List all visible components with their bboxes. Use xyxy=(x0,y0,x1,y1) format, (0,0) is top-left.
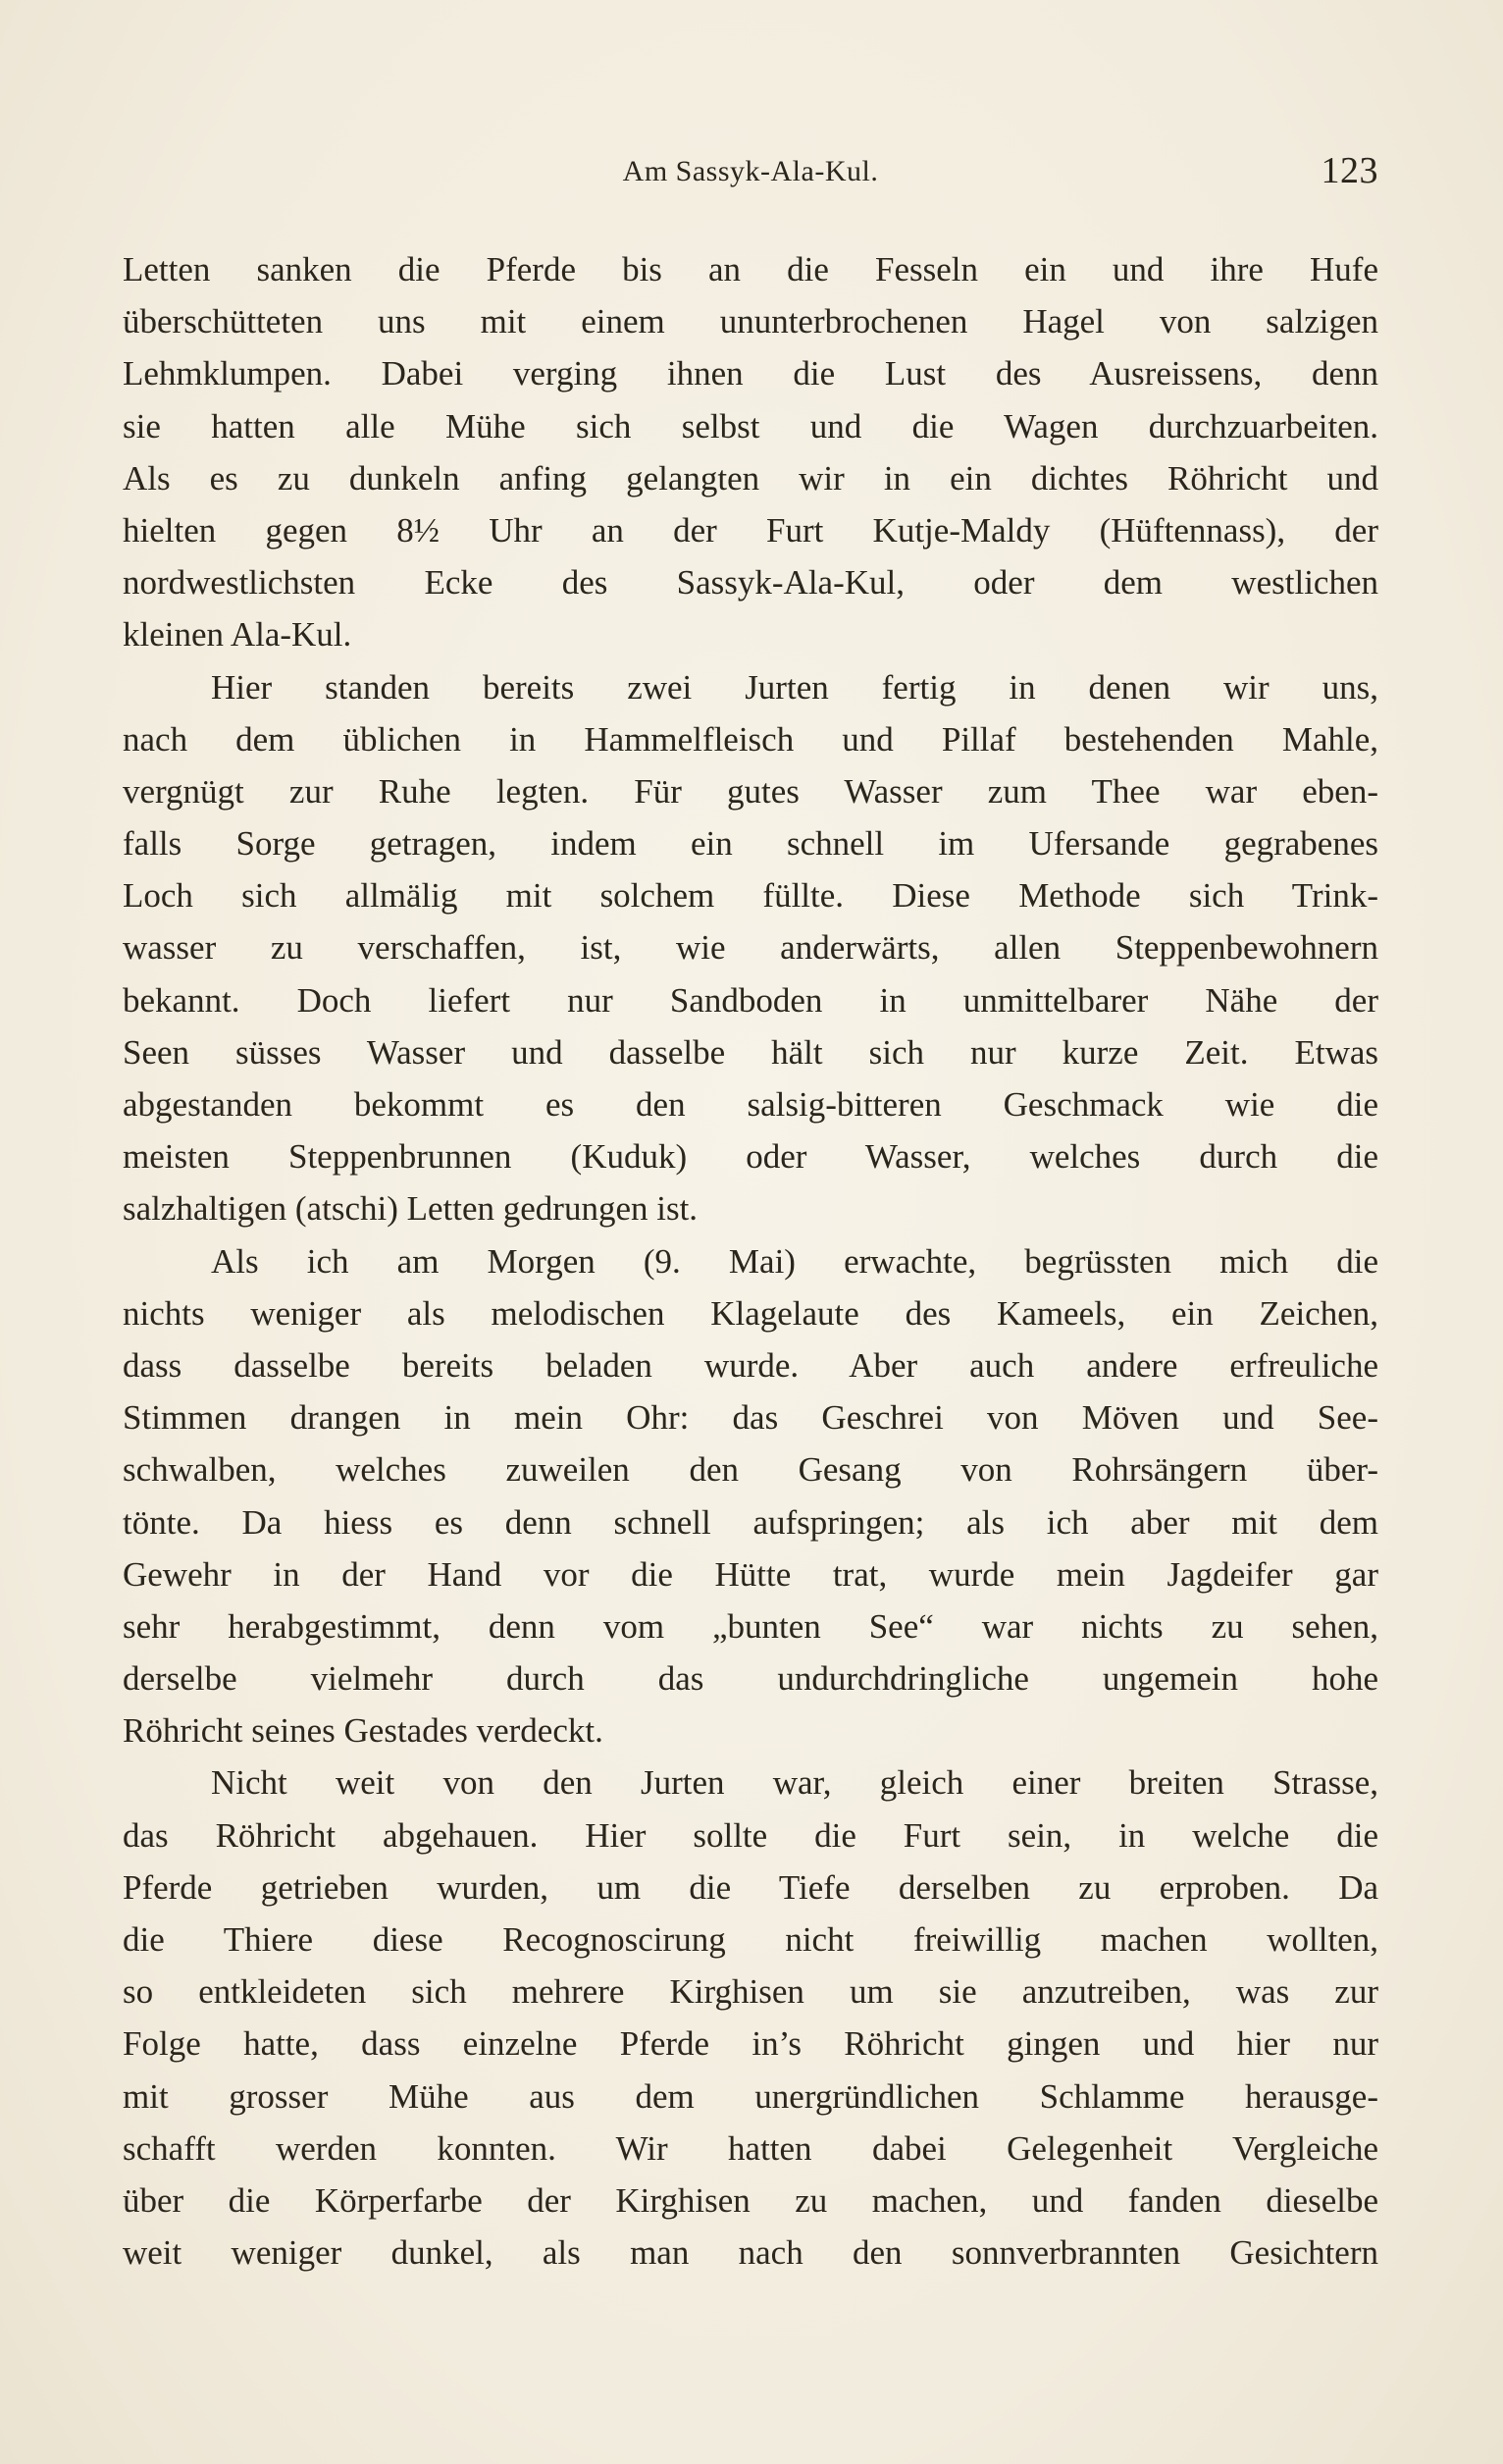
text-line: salzhaltigen (atschi) Letten gedrungen ist. xyxy=(123,1189,699,1229)
text-line: dass dasselbe bereits beladen wurde. Aber auch andere erfreuliche xyxy=(123,1345,1378,1385)
text-line: mit grosser Mühe aus dem unergründlichen Schlamme herausge- xyxy=(123,2076,1378,2116)
text-line: nordwestlichsten Ecke des Sassyk-Ala-Kul, oder dem westlichen xyxy=(123,563,1378,603)
text-line: abgestanden bekommt es den salsig-bitteren Geschmack wie die xyxy=(123,1085,1378,1124)
text-line: falls Sorge getragen, indem ein schnell im Ufersande gegrabenes xyxy=(123,824,1378,864)
text-line: Als es zu dunkeln anfing gelangten wir in ein dichtes Röhricht und xyxy=(123,458,1378,498)
text-line: Seen süsses Wasser und dasselbe hält sich nur kurze Zeit. Etwas xyxy=(123,1032,1378,1072)
text-line: die Thiere diese Recognoscirung nicht freiwillig machen wollten, xyxy=(123,1920,1378,1959)
text-line: Röhricht seines Gestades verdeckt. xyxy=(123,1711,603,1751)
text-line: bekannt. Doch liefert nur Sandboden in unmittelbarer Nähe der xyxy=(123,980,1378,1020)
text-line: so entkleideten sich mehrere Kirghisen um sie anzutreiben, was zur xyxy=(123,1972,1378,2012)
running-head xyxy=(123,150,1378,204)
text-line: tönte. Da hiess es denn schnell aufspringen; als ich aber mit dem xyxy=(123,1502,1378,1542)
text-line: Gewehr in der Hand vor die Hütte trat, wurde mein Jagdeifer gar xyxy=(123,1554,1378,1594)
text-line: Nicht weit von den Jurten war, gleich einer breiten Strasse, xyxy=(211,1763,1378,1803)
page-number: 123 xyxy=(1321,150,1378,191)
text-line: Pferde getrieben wurden, um die Tiefe derselben zu erproben. Da xyxy=(123,1867,1378,1907)
text-line: Stimmen drangen in mein Ohr: das Geschrei von Möven und See- xyxy=(123,1398,1378,1438)
text-line: Als ich am Morgen (9. Mai) erwachte, begrüssten mich die xyxy=(211,1241,1378,1281)
text-line: Loch sich allmälig mit solchem füllte. Diese Methode sich Trink- xyxy=(123,876,1378,916)
text-line: wasser zu verschaffen, ist, wie anderwärts, allen Steppenbewohnern xyxy=(123,928,1378,968)
text-line: meisten Steppenbrunnen (Kuduk) oder Wasser, welches durch die xyxy=(123,1137,1378,1177)
text-line: hielten gegen 8½ Uhr an der Furt Kutje-Maldy (Hüftennass), der xyxy=(123,510,1378,550)
text-line: nichts weniger als melodischen Klagelaute des Kameels, ein Zeichen, xyxy=(123,1293,1378,1333)
running-title: Am Sassyk-Ala-Kul. xyxy=(622,155,879,187)
body-text xyxy=(123,243,1378,2279)
text-line: überschütteten uns mit einem ununterbrochenen Hagel von salzigen xyxy=(123,302,1378,341)
text-line: sie hatten alle Mühe sich selbst und die Wagen durchzuarbeiten. xyxy=(123,406,1378,446)
text-line: das Röhricht abgehauen. Hier sollte die Furt sein, in welche die xyxy=(123,1815,1378,1855)
text-line: schafft werden konnten. Wir hatten dabei Gelegenheit Vergleiche xyxy=(123,2128,1378,2168)
text-line: Folge hatte, dass einzelne Pferde in’s Röhricht gingen und hier nur xyxy=(123,2024,1378,2064)
text-line: nach dem üblichen in Hammelfleisch und Pillaf bestehenden Mahle, xyxy=(123,719,1378,759)
text-line: derselbe vielmehr durch das undurchdringliche ungemein hohe xyxy=(123,1659,1378,1699)
text-line: schwalben, welches zuweilen den Gesang von Rohrsängern über- xyxy=(123,1450,1378,1490)
text-line: Hier standen bereits zwei Jurten fertig in denen wir uns, xyxy=(211,667,1378,707)
text-line: über die Körperfarbe der Kirghisen zu machen, und fanden dieselbe xyxy=(123,2180,1378,2220)
text-line: vergnügt zur Ruhe legten. Für gutes Wasser zum Thee war eben- xyxy=(123,771,1378,811)
text-line: Lehmklumpen. Dabei verging ihnen die Lust des Ausreissens, denn xyxy=(123,354,1378,393)
text-line: Letten sanken die Pferde bis an die Fesseln ein und ihre Hufe xyxy=(123,250,1378,288)
text-line: kleinen Ala-Kul. xyxy=(123,615,352,655)
text-line: weit weniger dunkel, als man nach den sonnverbrannten Gesichtern xyxy=(123,2233,1378,2273)
text-line: sehr herabgestimmt, denn vom „bunten See“ war nichts zu sehen, xyxy=(123,1606,1378,1646)
